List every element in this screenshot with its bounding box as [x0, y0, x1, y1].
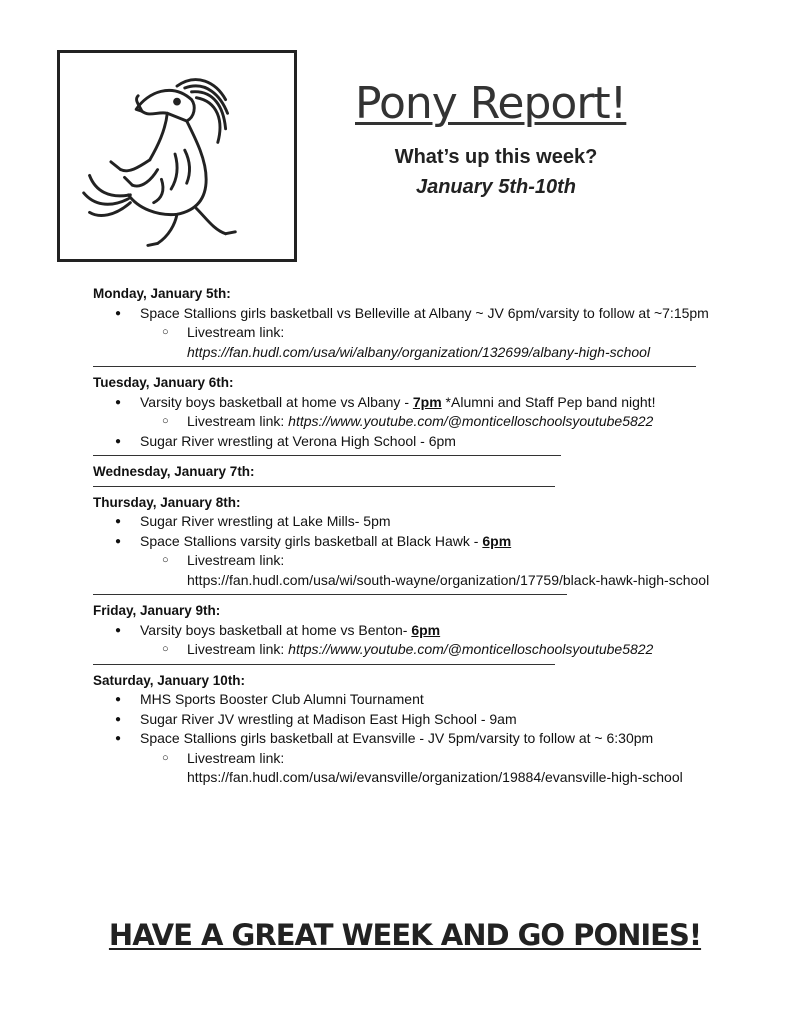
event-item — [93, 621, 713, 660]
livestream-item — [140, 551, 713, 590]
day-heading: Saturday, January 10th: — [93, 672, 246, 688]
event-item — [93, 729, 713, 788]
livestream-item — [140, 640, 713, 660]
divider-line — [93, 594, 567, 595]
sub-list — [140, 412, 713, 432]
livestream-link[interactable]: https://fan.hudl.com/usa/wi/south-wayne/organization/17759/black-hawk-high-school — [187, 571, 710, 588]
divider-line — [93, 486, 555, 487]
day-wednesday — [93, 462, 713, 482]
day-saturday — [93, 671, 713, 788]
event-list — [93, 304, 713, 363]
mustang-logo — [57, 50, 297, 262]
event-text: Space Stallions girls basketball vs Belleville at Albany ~ JV 6pm/varsity to follow at ~7:15pm — [140, 304, 709, 321]
livestream-label: Livestream link: — [187, 324, 285, 340]
sub-list — [140, 551, 713, 590]
event-item — [93, 393, 713, 432]
mustang-horse-icon — [60, 53, 294, 259]
event-item — [93, 432, 713, 452]
livestream-label: Livestream link: — [187, 641, 289, 657]
livestream-label: Livestream link: — [187, 749, 285, 766]
day-tuesday — [93, 373, 713, 451]
day-heading: Thursday, January 8th: — [93, 494, 241, 510]
livestream-label: Livestream link: — [187, 552, 285, 568]
event-text: Sugar River JV wrestling at Madison East High School - 9am — [140, 710, 517, 727]
divider-line — [93, 366, 696, 367]
day-heading: Friday, January 9th: — [93, 603, 221, 618]
event-text: Sugar River wrestling at Lake Mills- 5pm — [140, 513, 391, 529]
schedule — [93, 284, 713, 788]
event-text: MHS Sports Booster Club Alumni Tournament — [140, 691, 424, 707]
event-item — [93, 690, 713, 710]
event-text: Sugar River wrestling at Verona High School - 6pm — [140, 432, 456, 449]
event-item — [93, 710, 713, 730]
day-thursday — [93, 493, 713, 591]
page-subtitle: What’s up this week? — [394, 146, 598, 168]
event-text: Space Stallions varsity girls basketball at Black Hawk - — [140, 532, 483, 549]
event-item — [93, 304, 713, 363]
divider-line — [93, 664, 555, 665]
sub-list — [140, 749, 713, 788]
sub-list — [140, 640, 713, 660]
event-time: 6pm — [482, 532, 512, 549]
day-heading: Wednesday, January 7th: — [93, 464, 255, 479]
event-text: Varsity boys basketball at home vs Albany - — [140, 393, 413, 410]
day-heading: Monday, January 5th: — [93, 286, 231, 301]
event-time: 6pm — [411, 621, 441, 638]
livestream-item — [140, 323, 713, 362]
day-friday — [93, 601, 713, 660]
event-list — [93, 512, 713, 590]
event-item — [93, 532, 713, 591]
event-text: Space Stallions girls basketball at Evansville - JV 5pm/varsity to follow at ~ 6:30pm — [140, 730, 654, 746]
page-title: Pony Report! — [355, 78, 627, 129]
event-time: 7pm — [412, 393, 442, 410]
footer-slogan: HAVE A GREAT WEEK AND GO PONIES! — [108, 918, 702, 952]
date-range: January 5th-10th — [415, 176, 577, 198]
day-monday — [93, 284, 713, 362]
event-list — [93, 393, 713, 452]
livestream-item — [140, 749, 713, 788]
sub-list — [140, 323, 713, 362]
livestream-link[interactable]: https://fan.hudl.com/usa/wi/evansville/organization/19884/evansville-high-school — [187, 769, 683, 785]
event-note: *Alumni and Staff Pep band night! — [441, 393, 656, 410]
event-item — [93, 512, 713, 532]
day-heading: Tuesday, January 6th: — [93, 375, 234, 390]
livestream-label: Livestream link: — [187, 413, 289, 429]
event-text: Varsity boys basketball at home vs Benton- — [140, 621, 412, 638]
livestream-link[interactable]: https://fan.hudl.com/usa/wi/albany/organization/132699/albany-high-school — [187, 343, 651, 360]
event-list — [93, 690, 713, 788]
livestream-item — [140, 412, 713, 432]
livestream-link[interactable]: https://www.youtube.com/@monticelloschoolsyoutube5822 — [288, 641, 654, 657]
event-list — [93, 621, 713, 660]
divider-line — [93, 455, 561, 456]
livestream-link[interactable]: https://www.youtube.com/@monticelloschoolsyoutube5822 — [288, 413, 654, 429]
